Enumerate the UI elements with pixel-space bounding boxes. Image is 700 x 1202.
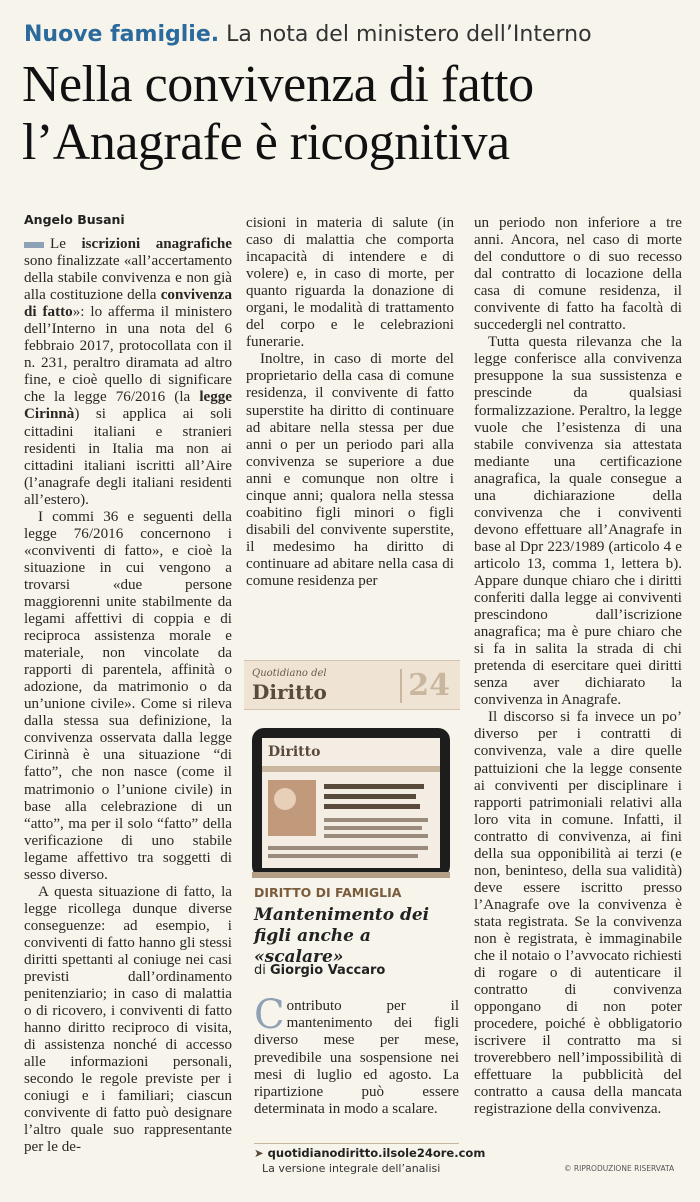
author-name: Giorgio Vaccaro	[270, 963, 386, 978]
text-run-bold: legge Cirinnà	[24, 389, 232, 423]
tablet-screen	[262, 738, 440, 868]
tablet-screen-title: Diritto	[268, 744, 321, 760]
sidebar-note: La versione integrale dell’analisi	[262, 1162, 441, 1175]
lead-bar-icon	[24, 242, 44, 248]
tablet-text-line	[268, 854, 418, 858]
tablet-photo	[268, 780, 316, 836]
tablet-image	[252, 728, 450, 878]
kicker	[24, 22, 592, 47]
tablet-text-line	[324, 784, 424, 789]
paragraph: Inoltre, in caso di morte del proprietario della casa di comune residenza, il convivente di fatto superstite ha diritto di continuare ad abitare nella stessa per due anni o per un periodo pari alla convivenza se superiore a due anni e comunque non oltre i cinque anni; qualora nella stessa coabitino figli minori o figli disabili del convivente superstite, il medesimo ha diritto di continuare ad abitare nella casa di comune residenza per	[246, 351, 454, 589]
kicker-section: Nuove famiglie.	[24, 22, 220, 47]
banner-24-logo: 24	[400, 669, 450, 703]
sidebar-body-text: ontributo per il mantenimento dei figli diverso mese per mese, prevedibile una sospensione nei mesi di luglio ed agosto. La ripartizione può essere determinata in modo a scalare.	[254, 998, 459, 1118]
copyright-note	[564, 1164, 674, 1173]
text-run-bold: convivenza di fatto	[24, 287, 232, 321]
kicker-subtitle: La nota del ministero dell’Interno	[226, 22, 592, 47]
arrow-right-icon: ➤	[254, 1146, 264, 1160]
paragraph: A questa situazione di fatto, la legge ricollega dunque diverse conseguenze: ad esempio, i conviventi di fatto hanno gli stessi diritti spettanti al coniuge nei casi previsti dall’ordinamento penitenziario; in caso di malattia o di ricovero, i conviventi di fatto hanno diritto reciproco di visita, di assistenza nonché di accesso alle informazioni personali, secondo le regole previste per i coniugi e i familiari; ciascun convivente di fatto può designare l’altro quale suo rappresentante per le de-	[24, 883, 232, 1156]
text-run: »: lo afferma il ministero dell’Interno in una nota del 6 febbraio 2017, protocollata con il n. 231, peraltro diramata ad altro fine, e cioè quello di significare che la legge 76/2016 (la	[24, 304, 232, 406]
copyright-text: RIPRODUZIONE RISERVATA	[573, 1164, 675, 1173]
paragraph: Tutta questa rilevanza che la legge conferisce alla convivenza presuppone la sua sussistenza e prescinde da qualsiasi formalizzazione. Peraltro, la legge vuole che l’esistenza di una stabile convivenza sia attestata mediante una certificazione anagrafica, la quale consegue a una dichiarazione della convivenza che i conviventi devono effettuare all’Anagrafe in base al Dpr 223/1989 (articolo 4 e articolo 13, comma 1, lettera b). Appare dunque chiaro che i diritti conferiti dalla legge ai conviventi prescindono dall’iscrizione anagrafica; ma è pure chiaro che si fa in salita la strada di chi pretenda di esercitare quei diritti senza aver dichiarato la convivenza in Anagrafe.	[474, 334, 682, 709]
tablet-text-line	[268, 846, 428, 850]
paragraph: I commi 36 e seguenti della legge 76/2016 concernono i «conviventi di fatto», e cioè la situazione in cui vengono a trovarsi «due persone maggiorenni unite stabilmente da legami affettivi di coppia e di reciproca assistenza morale e materiale, non vincolate da rapporti di parentela, affinità o adozione, da matrimonio o da un’unione civile». Come si rileva dalla stessa sua definizione, la convivenza osservata dalla legge Cirinnà è una situazione “di fatto”, che non nasce (come il matrimonio o l’unione civile) in base alla celebrazione di un “atto”, ma per il solo “fatto” della verificazione di uno stabile legame affettivo tra soggetti di sesso diverso.	[24, 508, 232, 883]
sidebar-web-link[interactable]	[254, 1143, 486, 1160]
paragraph: Il discorso si fa invece un po’ diverso per i contratti di convivenza, vale a dire quelle pattuizioni che la legge consente ai conviventi per disciplinare i rapporti patrimoniali relativi alla loro vita in comune. Infatti, il contratto di convivenza, ai fini della sua opponibilità ai terzi (e non, beninteso, della sua validità) deve essere iscritto presso l’Anagrafe ove la convivenza è stata registrata. Se la convivenza non è registrata, è immaginabile che il notaio o l’avvocato richiesti di rogare o di autenticare il contratto di convivenza oppongano di non poter procedere, poiché è obbligatorio iscrivere il contratto ma si troverebbero nell’impossibilità di effettuare la pubblicità del contratto a causa della mancata registrazione della convivenza.	[474, 709, 682, 1118]
banner-small-text: Quotidiano del	[252, 668, 327, 679]
lead-paragraph	[24, 236, 232, 509]
tablet-photo-face	[274, 788, 296, 810]
tablet-screen-bar	[262, 766, 440, 772]
article-column-3	[474, 215, 682, 1118]
tablet-text-line	[324, 834, 428, 838]
headline	[22, 56, 682, 172]
copyright-icon: ©	[564, 1164, 572, 1173]
sidebar-author	[254, 963, 385, 978]
headline-line-1: Nella convivenza di fatto	[22, 56, 534, 113]
text-run-bold: iscrizioni anagrafiche	[81, 236, 232, 252]
headline-line-2: l’Anagrafe è ricognitiva	[22, 114, 510, 171]
text-run: Le	[50, 236, 82, 252]
drop-cap: C	[254, 992, 285, 1038]
web-link-text[interactable]: quotidianodiritto.ilsole24ore.com	[267, 1146, 486, 1160]
tablet-text-line	[324, 818, 428, 822]
tablet-text-line	[324, 794, 416, 799]
author-prefix: di	[254, 963, 266, 978]
sidebar-section-label: DIRITTO DI FAMIGLIA	[254, 885, 402, 900]
sidebar-title: Mantenimento dei figli anche a «scalare»	[254, 905, 430, 967]
paragraph: cisioni in materia di salute (in caso di malattia che comporta incapacità di intendere e di volere) e, in caso di morte, per quanto riguarda la donazione di organi, le modalità di trattamento del corpo e le celebrazioni funerarie.	[246, 215, 454, 351]
text-run: ) si applica ai soli cittadini italiani e stranieri residenti in Italia ma non ai cittadini italiani iscritti all’Aire (l’anagrafe degli italiani residenti all’estero).	[24, 406, 232, 508]
sidebar-body	[254, 992, 459, 1118]
quotidiano-diritto-banner	[244, 660, 460, 710]
byline: Angelo Busani	[24, 212, 125, 227]
article-column-2	[246, 215, 454, 590]
paragraph: un periodo non inferiore a tre anni. Ancora, nel caso di morte del conduttore o di suo recesso dal contratto di locazione della casa di comune residenza, il convivente di fatto ha facoltà di succedergli nel contratto.	[474, 215, 682, 334]
article-column-1	[24, 236, 232, 1157]
tablet-shadow	[252, 872, 450, 878]
banner-title: Diritto	[252, 680, 327, 704]
tablet-text-line	[324, 804, 420, 809]
text-run: sono finalizzate «all’accertamento della stabile convivenza e non già alla costituzione della	[24, 253, 232, 304]
tablet-text-line	[324, 826, 422, 830]
